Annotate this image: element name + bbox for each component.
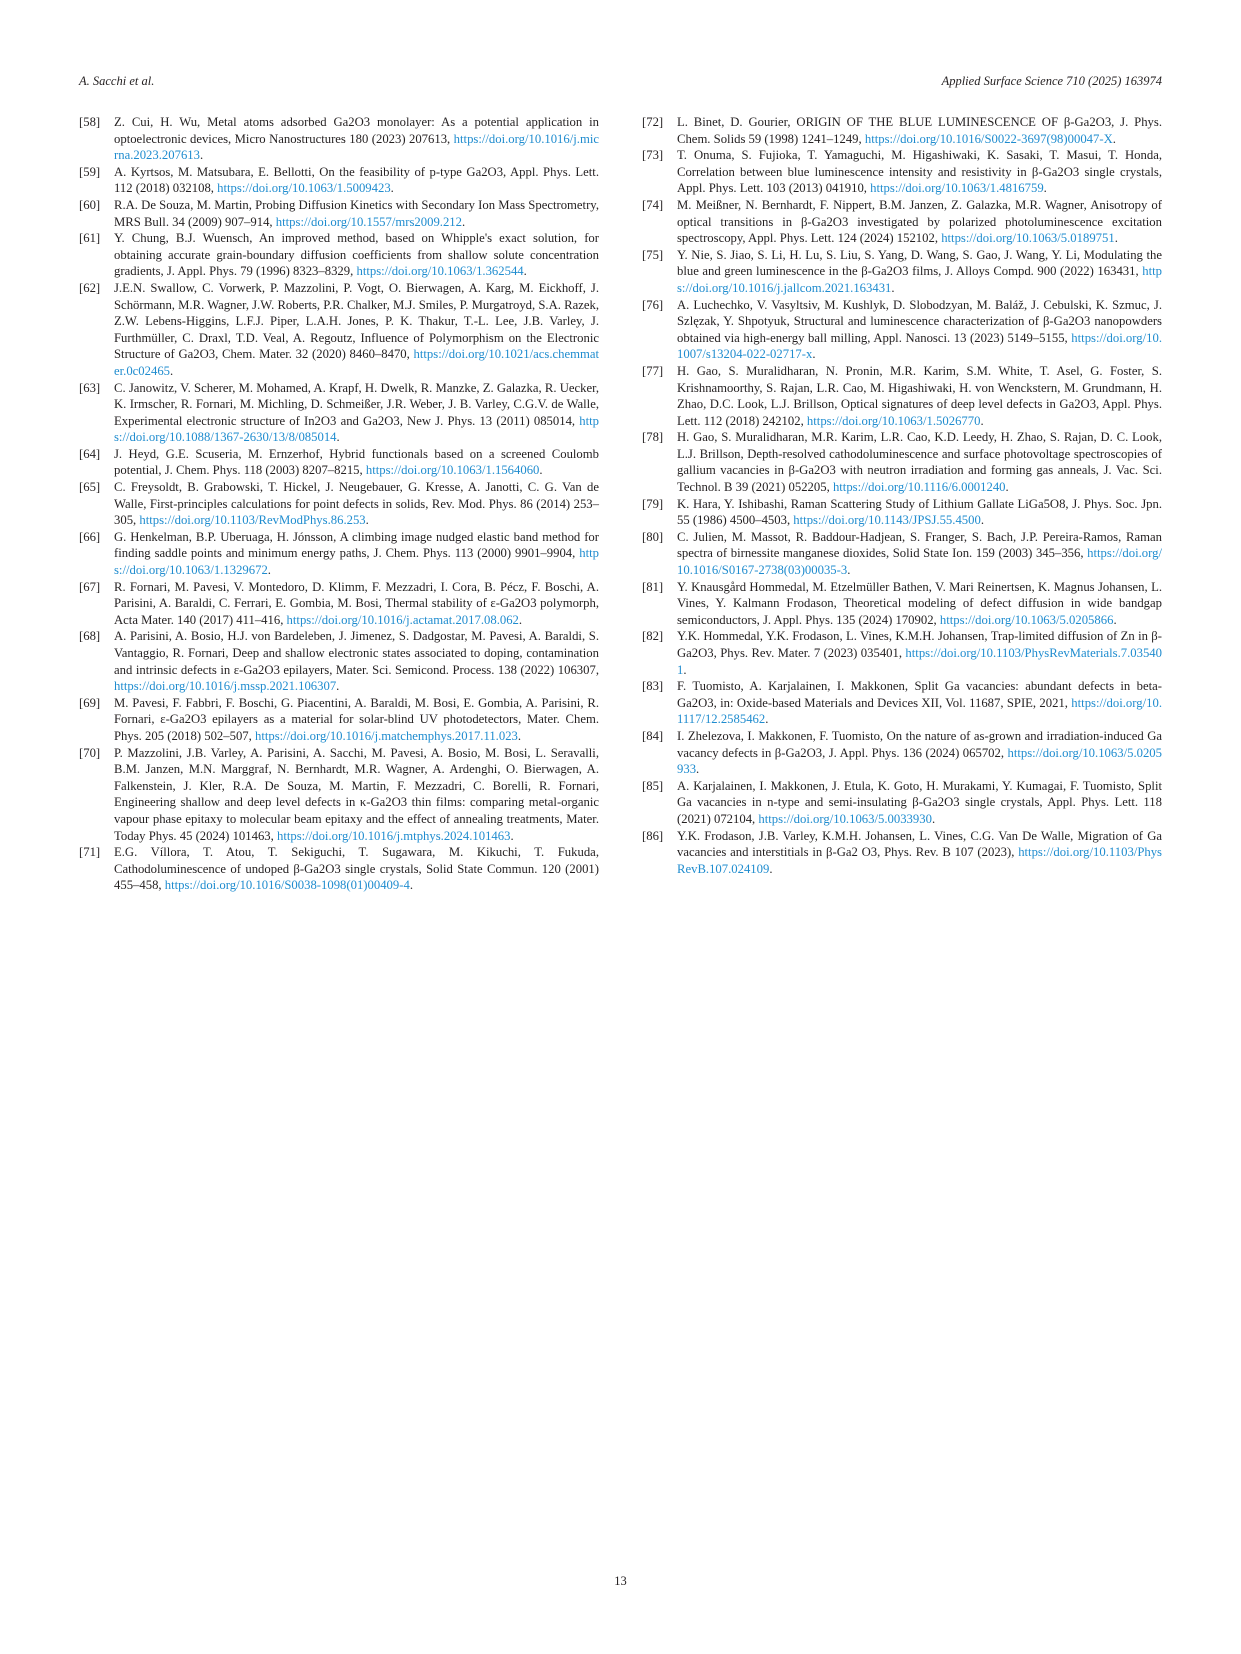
reference-text: Y. Knausgård Hommedal, M. Etzelmüller Bathen, V. Mari Reinertsen, K. Magnus Johansen, L. Vines, Y. Kalmann Frodason, Theoretical modeling of defect diffusion in wide bandgap semiconductors, J. Appl. Phys. 135 (2024) 170902,	[677, 579, 1162, 627]
reference-doi-link[interactable]: https://doi.org/10.1063/1.5026770	[806, 413, 981, 428]
references-right-column	[642, 114, 1162, 877]
reference-doi-link[interactable]: https://doi.org/10.1016/S0038-1098(01)00409-4	[164, 878, 410, 893]
reference-text: G. Henkelman, B.P. Uberuaga, H. Jónsson, A climbing image nudged elastic band method for finding saddle points and minimum energy paths, J. Chem. Phys. 113 (2000) 9901–9904,	[114, 529, 599, 561]
reference-item	[642, 247, 1162, 297]
reference-text: M. Meißner, N. Bernhardt, F. Nippert, B.M. Janzen, Z. Galazka, M.R. Wagner, Anisotropy of optical transitions in β-Ga2O3 investigated by polarized photoluminescence excitation spectroscopy, Appl. Phys. Lett. 124 (2024) 152102,	[677, 197, 1162, 246]
reference-doi-link[interactable]: https://doi.org/10.1063/1.1564060	[365, 463, 540, 478]
reference-text: A. Karjalainen, I. Makkonen, J. Etula, K. Goto, H. Murakami, Y. Kumagai, F. Tuomisto, Split Ga vacancies in n-type and semi-insulating β-Ga2O3 single crystals, Appl. Phys. Lett. 118 (2021) 072104,	[677, 778, 1162, 826]
reference-item	[79, 280, 599, 380]
reference-doi-link[interactable]: https://doi.org/10.1016/j.actamat.2017.08.062	[286, 612, 519, 627]
reference-text: Z. Cui, H. Wu, Metal atoms adsorbed Ga2O3 monolayer: As a potential application in optoelectronic devices, Micro Nanostructures 180 (2023) 207613,	[114, 115, 599, 146]
reference-end-period: .	[980, 413, 984, 428]
reference-end-period: .	[523, 264, 527, 279]
reference-text: C. Janowitz, V. Scherer, M. Mohamed, A. Krapf, H. Dwelk, R. Manzke, Z. Galazka, R. Uecker, K. Irmscher, R. Fornari, M. Michling, D. Schmeißer, J.R. Weber, J. B. Varley, C.G.V. de Walle, Experimental electronic structure of In2O3 and Ga2O3, New J. Phys. 13 (2011) 085014,	[114, 380, 599, 428]
reference-end-period: .	[696, 762, 700, 777]
reference-number: [62]	[79, 280, 101, 295]
reference-item	[642, 678, 1162, 728]
reference-number: [65]	[79, 480, 101, 495]
reference-doi-link[interactable]: https://doi.org/10.1116/6.0001240	[832, 480, 1006, 495]
reference-number: [79]	[642, 496, 664, 511]
reference-item	[79, 695, 599, 745]
reference-item	[79, 844, 599, 894]
reference-text: H. Gao, S. Muralidharan, M.R. Karim, L.R. Cao, K.D. Leedy, H. Zhao, S. Rajan, D. C. Look, L.J. Brillson, Depth-resolved cathodoluminescence and surface photovoltage spectroscopies of gallium vacancies in β-Ga2O3 with neutron irradiation and forming gas anneals, J. Vac. Sci. Technol. B 39 (2021) 052205,	[677, 430, 1162, 495]
reference-end-period: .	[1113, 612, 1117, 627]
reference-text: I. Zhelezova, I. Makkonen, F. Tuomisto, On the nature of as-grown and irradiation-induced Ga vacancy defects in β-Ga2O3, J. Appl. Phys. 136 (2024) 065702,	[677, 728, 1162, 760]
reference-item	[642, 628, 1162, 678]
reference-end-period: .	[980, 513, 984, 528]
reference-item	[79, 745, 599, 845]
reference-item	[642, 579, 1162, 629]
reference-doi-link[interactable]: https://doi.org/10.1021/acs.chemmater.0c02465	[114, 347, 599, 378]
reference-end-period: .	[409, 878, 413, 893]
reference-number: [83]	[642, 679, 664, 694]
reference-item	[642, 297, 1162, 363]
reference-end-period: .	[462, 214, 466, 229]
reference-number: [77]	[642, 363, 664, 378]
reference-item	[642, 363, 1162, 429]
reference-item	[642, 147, 1162, 197]
reference-doi-link[interactable]: https://doi.org/10.1143/JPSJ.55.4500	[793, 513, 981, 528]
reference-item	[79, 628, 599, 694]
references-left-column	[79, 114, 599, 894]
reference-text: R.A. De Souza, M. Martin, Probing Diffusion Kinetics with Secondary Ion Mass Spectrometry, MRS Bull. 34 (2009) 907–914,	[114, 197, 599, 229]
reference-doi-link[interactable]: https://doi.org/10.1007/s13204-022-02717-x	[677, 330, 1162, 362]
reference-number: [67]	[79, 579, 101, 594]
reference-end-period: .	[199, 148, 204, 163]
reference-number: [70]	[79, 745, 101, 760]
reference-end-period: .	[510, 828, 514, 843]
reference-number: [81]	[642, 579, 664, 594]
page-number: 13	[614, 1574, 627, 1588]
running-head	[79, 74, 1162, 94]
reference-number: [58]	[79, 115, 101, 129]
reference-end-period: .	[812, 347, 816, 362]
reference-end-period: .	[267, 563, 271, 578]
reference-end-period: .	[683, 662, 687, 677]
reference-item	[642, 496, 1162, 529]
running-head-authors: A. Sacchi et al.	[79, 74, 155, 88]
reference-number: [76]	[642, 297, 664, 312]
reference-text: Y.K. Frodason, J.B. Varley, K.M.H. Johansen, L. Vines, C.G. Van De Walle, Migration of Ga vacancies and interstitials in β-Ga2 O3, Phys. Rev. B 107 (2023),	[677, 828, 1162, 860]
reference-doi-link[interactable]: https://doi.org/10.1016/j.matchemphys.2017.11.023	[254, 728, 518, 743]
running-head-journal: Applied Surface Science 710 (2025) 163974	[941, 74, 1162, 88]
reference-number: [73]	[642, 148, 664, 163]
reference-doi-link[interactable]: https://doi.org/10.1016/j.mtphys.2024.101463	[277, 828, 511, 843]
reference-item	[79, 197, 599, 230]
reference-item	[642, 778, 1162, 828]
reference-end-period: .	[1114, 231, 1118, 246]
reference-doi-link[interactable]: https://doi.org/10.1063/5.0205933	[677, 745, 1162, 777]
reference-doi-link[interactable]: https://doi.org/10.1103/PhysRevMaterials.7.035401	[677, 646, 1162, 677]
reference-item	[642, 728, 1162, 778]
reference-text: J. Heyd, G.E. Scuseria, M. Ernzerhof, Hybrid functionals based on a screened Coulomb potential, J. Chem. Phys. 118 (2003) 8207–8215,	[114, 446, 599, 478]
reference-number: [86]	[642, 828, 664, 843]
reference-number: [63]	[79, 380, 101, 395]
reference-doi-link[interactable]: https://doi.org/10.1016/S0022-3697(98)00047-X	[864, 131, 1113, 146]
reference-end-period: .	[847, 563, 851, 578]
reference-end-period: .	[518, 612, 523, 627]
reference-text: L. Binet, D. Gourier, ORIGIN OF THE BLUE LUMINESCENCE OF β-Ga2O3, J. Phys. Chem. Solids 59 (1998) 1241–1249,	[677, 115, 1162, 146]
reference-text: P. Mazzolini, J.B. Varley, A. Parisini, A. Sacchi, M. Pavesi, A. Bosio, M. Bosi, L. Seravalli, B.M. Janzen, M.N. Marggraf, N. Bernhardt, M.R. Wagner, A. Ardenghi, O. Bierwagen, A. Falkenstein, J. Kler, R.A. De Souza, M. Martin, F. Mezzadri, C. Borelli, R. Fornari, Engineering shallow and deep level defects in κ-Ga2O3 thin films: comparing metal-organic vapour phase epitaxy to molecular beam epitaxy and the effect of annealing treatments, Mater. Today Phys. 45 (2024) 101463,	[114, 745, 599, 843]
reference-number: [82]	[642, 629, 664, 644]
reference-doi-link[interactable]: https://doi.org/10.1103/RevModPhys.86.253	[139, 513, 366, 528]
reference-text: J.E.N. Swallow, C. Vorwerk, P. Mazzolini, P. Vogt, O. Bierwagen, A. Karg, M. Eickhoff, J. Schörmann, M.R. Wagner, J.W. Roberts, P.R. Chalker, M.J. Smiles, P. Murgatroyd, S.A. Razek, Z.W. Lebens-Higgins, L.F.J. Piper, L.A.H. Jones, P. K. Thakur, T.-L. Lee, J.B. Varley, J. Furthmüller, C. Draxl, T.D. Veal, A. Regoutz, Influence of Polymorphism on the Electronic Structure of Ga2O3, Chem. Mater. 32 (2020) 8460–8470,	[114, 280, 599, 362]
reference-text: C. Julien, M. Massot, R. Baddour-Hadjean, S. Franger, S. Bach, J.P. Pereira-Ramos, Raman spectra of birnessite manganese dioxides, Solid State Ion. 159 (2003) 345–356,	[677, 529, 1162, 561]
reference-number: [84]	[642, 728, 664, 743]
reference-number: [60]	[79, 197, 101, 212]
reference-text: Y. Chung, B.J. Wuensch, An improved method, based on Whipple's exact solution, for obtaining accurate grain-boundary diffusion coefficients from shallow solute concentration gradients, J. Appl. Phys. 79 (1996) 8323–8329,	[114, 231, 599, 279]
reference-text: A. Parisini, A. Bosio, H.J. von Bardeleben, J. Jimenez, S. Dadgostar, M. Pavesi, A. Baraldi, S. Vantaggio, R. Fornari, Deep and shallow electronic states associated to doping, contamination and intrinsic defects in ε-Ga2O3 epilayers, Mater. Sci. Semicond. Process. 138 (2022) 106307,	[114, 629, 599, 677]
reference-item	[79, 479, 599, 529]
reference-doi-link[interactable]: https://doi.org/10.1063/1.5009423	[217, 181, 391, 196]
reference-doi-link[interactable]: https://doi.org/10.1016/j.micrna.2023.207613	[114, 131, 599, 163]
reference-doi-link[interactable]: https://doi.org/10.1063/5.0033930	[758, 811, 932, 826]
reference-text: K. Hara, Y. Ishibashi, Raman Scattering Study of Lithium Gallate LiGa5O8, J. Phys. Soc. Jpn. 55 (1986) 4500–4503,	[677, 496, 1162, 528]
reference-number: [80]	[642, 529, 664, 544]
reference-end-period: .	[769, 861, 773, 876]
reference-item	[642, 529, 1162, 579]
reference-text: R. Fornari, M. Pavesi, V. Montedoro, D. Klimm, F. Mezzadri, I. Cora, B. Pécz, F. Boschi, A. Parisini, A. Baraldi, C. Ferrari, E. Gombia, M. Bosi, Thermal stability of ε-Ga2O3 polymorph, Acta Mater. 140 (2017) 411–416,	[114, 579, 599, 627]
reference-text: M. Pavesi, F. Fabbri, F. Boschi, G. Piacentini, A. Baraldi, M. Bosi, E. Gombia, A. Parisini, R. Fornari, ε-Ga2O3 epilayers as a material for solar-blind UV photodetectors, Mater. Chem. Phys. 205 (2018) 502–507,	[114, 695, 599, 743]
reference-item	[79, 446, 599, 479]
reference-number: [85]	[642, 778, 664, 793]
reference-item	[79, 579, 599, 629]
reference-number: [61]	[79, 231, 101, 246]
reference-doi-link[interactable]: https://doi.org/10.1016/S0167-2738(03)00035-3	[677, 546, 1162, 578]
reference-item	[642, 828, 1162, 878]
reference-item	[642, 429, 1162, 495]
reference-doi-link[interactable]: https://doi.org/10.1063/1.362544	[356, 264, 524, 279]
reference-doi-link[interactable]: https://doi.org/10.1117/12.2585462	[677, 695, 1162, 727]
reference-end-period: .	[1043, 181, 1047, 196]
reference-doi-link[interactable]: https://doi.org/10.1063/1.4816759	[870, 181, 1044, 196]
reference-item	[642, 114, 1162, 147]
reference-end-period: .	[336, 430, 340, 445]
reference-item	[79, 529, 599, 579]
reference-end-period: .	[390, 181, 394, 196]
reference-end-period: .	[539, 463, 543, 478]
reference-number: [74]	[642, 197, 664, 212]
reference-number: [68]	[79, 629, 101, 644]
reference-doi-link[interactable]: https://doi.org/10.1063/5.0205866	[939, 612, 1114, 627]
reference-number: [69]	[79, 695, 101, 710]
reference-item	[79, 114, 599, 164]
reference-doi-link[interactable]: https://doi.org/10.1016/j.jallcom.2021.163431	[677, 264, 1162, 295]
reference-number: [64]	[79, 446, 101, 461]
reference-end-period: .	[336, 679, 340, 694]
reference-text: F. Tuomisto, A. Karjalainen, I. Makkonen, Split Ga vacancies: abundant defects in beta-Ga2O3, in: Oxide-based Materials and Devices XII, Vol. 11687, SPIE, 2021,	[677, 679, 1162, 710]
reference-end-period: .	[365, 513, 369, 528]
reference-end-period: .	[1005, 480, 1009, 495]
reference-text: Y.K. Hommedal, Y.K. Frodason, L. Vines, K.M.H. Johansen, Trap-limited diffusion of Zn in β-Ga2O3, Phys. Rev. Mater. 7 (2023) 035401,	[677, 629, 1162, 660]
reference-end-period: .	[765, 712, 769, 727]
reference-item	[642, 197, 1162, 247]
reference-end-period: .	[931, 811, 936, 826]
reference-doi-link[interactable]: https://doi.org/10.1016/j.mssp.2021.106307	[114, 679, 337, 694]
reference-end-period: .	[170, 363, 174, 378]
reference-number: [75]	[642, 247, 664, 262]
reference-item	[79, 380, 599, 446]
reference-end-period: .	[517, 728, 522, 743]
reference-end-period: .	[891, 280, 895, 295]
reference-item	[79, 230, 599, 280]
reference-doi-link[interactable]: https://doi.org/10.1557/mrs2009.212	[275, 214, 462, 229]
reference-number: [59]	[79, 164, 101, 179]
reference-doi-link[interactable]: https://doi.org/10.1063/1.1329672	[114, 546, 599, 578]
reference-text: A. Luchechko, V. Vasyltsiv, M. Kushlyk, D. Slobodzyan, M. Baláž, J. Cebulski, K. Szmuc, J. Szlęzak, Y. Shpotyuk, Structural and luminescence characterization of β-Ga2O3 nanopowders obtained via high-energy ball milling, Appl. Nanosci. 13 (2023) 5149–5155,	[677, 297, 1162, 345]
reference-number: [72]	[642, 115, 664, 129]
reference-doi-link[interactable]: https://doi.org/10.1063/5.0189751	[941, 231, 1115, 246]
reference-item	[79, 164, 599, 197]
reference-text: A. Kyrtsos, M. Matsubara, E. Bellotti, On the feasibility of p-type Ga2O3, Appl. Phys. Lett. 112 (2018) 032108,	[114, 164, 599, 196]
reference-number: [71]	[79, 845, 101, 860]
reference-text: H. Gao, S. Muralidharan, N. Pronin, M.R. Karim, S.M. White, T. Asel, G. Foster, S. Krishnamoorthy, S. Rajan, L.R. Cao, M. Higashiwaki, H. von Wenckstern, M. Grundmann, H. Zhao, D.C. Look, L.J. Brillson, Optical signatures of deep level defects in Ga2O3, Appl. Phys. Lett. 112 (2018) 242102,	[677, 363, 1162, 428]
reference-doi-link[interactable]: https://doi.org/10.1103/PhysRevB.107.024109	[677, 845, 1162, 876]
reference-doi-link[interactable]: https://doi.org/10.1088/1367-2630/13/8/085014	[114, 413, 599, 445]
reference-text: C. Freysoldt, B. Grabowski, T. Hickel, J. Neugebauer, G. Kresse, A. Janotti, C. G. Van de Walle, First-principles calculations for point defects in solids, Rev. Mod. Phys. 86 (2014) 253–305,	[114, 480, 599, 528]
reference-text: Y. Nie, S. Jiao, S. Li, H. Lu, S. Liu, S. Yang, D. Wang, S. Gao, J. Wang, Y. Li, Modulating the blue and green luminescence in the β-Ga2O3 films, J. Alloys Compd. 900 (2022) 163431,	[677, 247, 1162, 279]
reference-text: T. Onuma, S. Fujioka, T. Yamaguchi, M. Higashiwaki, K. Sasaki, T. Masui, T. Honda, Correlation between blue luminescence intensity and resistivity in β-Ga2O3 single crystals, Appl. Phys. Lett. 103 (2013) 041910,	[677, 148, 1162, 196]
reference-text: E.G. Víllora, T. Atou, T. Sekiguchi, T. Sugawara, M. Kikuchi, T. Fukuda, Cathodoluminescence of undoped β-Ga2O3 single crystals, Solid State Commun. 120 (2001) 455–458,	[114, 845, 599, 893]
reference-number: [78]	[642, 430, 664, 445]
reference-number: [66]	[79, 529, 101, 544]
reference-end-period: .	[1112, 131, 1116, 146]
